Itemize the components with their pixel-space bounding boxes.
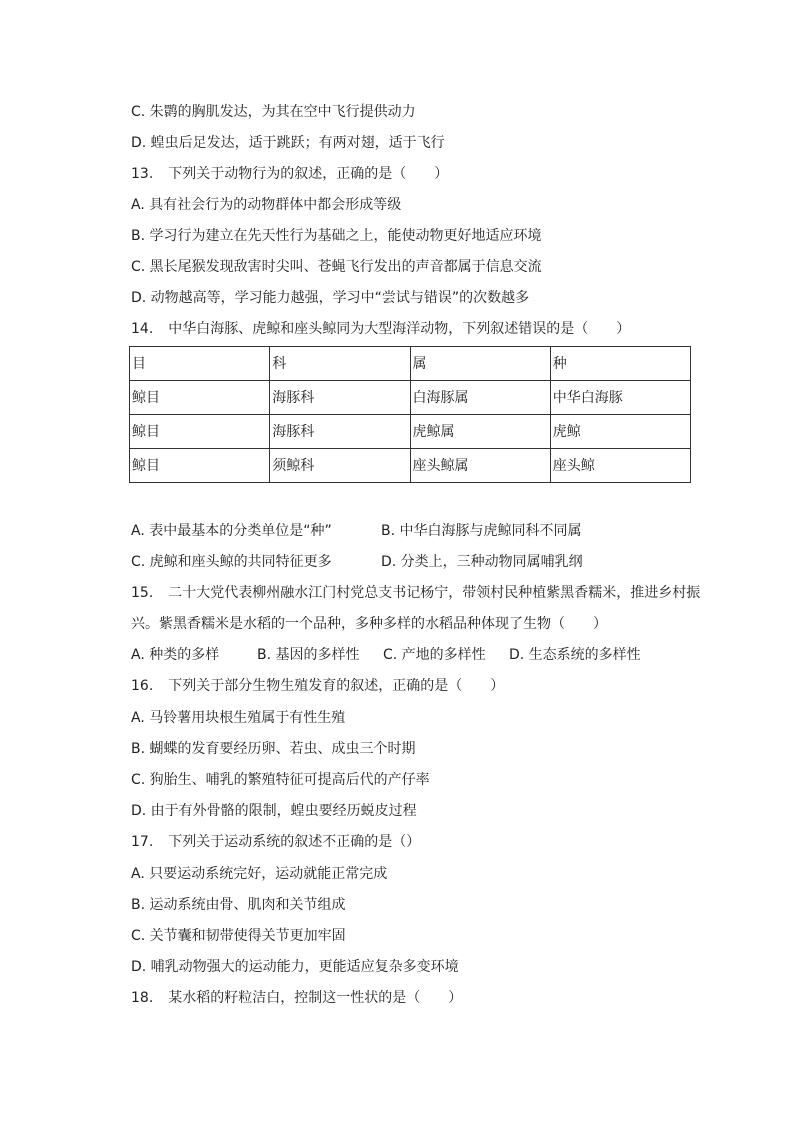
q15-option-d: D. 生态系统的多样性 bbox=[509, 647, 641, 663]
q13-option-a: A. 具有社会行为的动物群体中都会形成等级 bbox=[131, 197, 402, 213]
q15-option-b: B. 基因的多样性 bbox=[257, 647, 360, 663]
table-header-row bbox=[130, 347, 691, 381]
q15-number: 15. bbox=[131, 585, 154, 601]
table-header-cell: 目 bbox=[130, 347, 270, 381]
q18-number: 18. bbox=[131, 990, 154, 1006]
q17-option-a: A. 只要运动系统完好，运动就能正常完成 bbox=[131, 866, 388, 882]
table-cell: 座头鲸属 bbox=[410, 449, 550, 483]
q15-option-a: A. 种类的多样 bbox=[131, 647, 220, 663]
q17-option-c: C. 关节囊和韧带使得关节更加牢固 bbox=[131, 928, 346, 944]
q16-option-c: C. 狗胎生、哺乳的繁殖特征可提高后代的产仔率 bbox=[131, 772, 430, 788]
q17-number: 17. bbox=[131, 834, 154, 850]
q16-option-d: D. 由于有外骨骼的限制，蝗虫要经历蜕皮过程 bbox=[131, 803, 417, 819]
q12-option-c: C. 朱鹮的胸肌发达，为其在空中飞行提供动力 bbox=[131, 104, 416, 120]
q18-stem: 某水稻的籽粒洁白，控制这一性状的是（ ） bbox=[168, 990, 463, 1006]
table-cell: 白海豚属 bbox=[410, 381, 550, 415]
table-header-cell: 科 bbox=[270, 347, 410, 381]
table-cell: 海豚科 bbox=[270, 415, 410, 449]
table-cell: 鲸目 bbox=[130, 415, 270, 449]
table-cell: 虎鲸属 bbox=[410, 415, 550, 449]
q16-stem-line bbox=[131, 676, 504, 696]
q15-stem-part1: 二十大党代表柳州融水江门村党总支书记杨宁，带领村民种植紫黑香糯米，推进乡村振 bbox=[168, 585, 701, 601]
q15-stem-line-1 bbox=[131, 583, 700, 603]
table-cell: 海豚科 bbox=[270, 381, 410, 415]
q14-stem: 中华白海豚、虎鲸和座头鲸同为大型海洋动物，下列叙述错误的是（ ） bbox=[168, 321, 631, 337]
q18-stem-line bbox=[131, 988, 462, 1008]
q15-stem-line-2: 兴。紫黑香糯米是水稻的一个品种，多种多样的水稻品种体现了生物（ ） bbox=[131, 616, 607, 632]
q13-stem-line bbox=[131, 164, 448, 184]
q16-option-a: A. 马铃薯用块根生殖属于有性生殖 bbox=[131, 710, 346, 726]
table-row bbox=[130, 449, 691, 483]
q17-stem-line bbox=[131, 832, 420, 852]
q14-options-row-2 bbox=[131, 552, 583, 572]
table-cell: 鲸目 bbox=[130, 449, 270, 483]
q14-option-c: C. 虎鲸和座头鲸的共同特征更多 bbox=[131, 554, 332, 570]
q13-number: 13. bbox=[131, 166, 154, 182]
table-row bbox=[130, 381, 691, 415]
classification-table bbox=[129, 346, 691, 483]
table-cell: 虎鲸 bbox=[550, 415, 690, 449]
q13-option-b: B. 学习行为建立在先天性行为基础之上，能使动物更好地适应环境 bbox=[131, 228, 542, 244]
table-cell: 座头鲸 bbox=[550, 449, 690, 483]
q14-option-b: B. 中华白海豚与虎鲸同科不同属 bbox=[381, 523, 582, 539]
table-header-cell: 种 bbox=[550, 347, 690, 381]
q15-options-row bbox=[131, 645, 641, 665]
q15-option-c: C. 产地的多样性 bbox=[383, 647, 486, 663]
table-cell: 鲸目 bbox=[130, 381, 270, 415]
q13-option-c: C. 黑长尾猴发现敌害时尖叫、苍蝇飞行发出的声音都属于信息交流 bbox=[131, 259, 542, 275]
table-cell: 中华白海豚 bbox=[550, 381, 690, 415]
q16-option-b: B. 蝴蝶的发育要经历卵、若虫、成虫三个时期 bbox=[131, 741, 416, 757]
q13-stem: 下列关于动物行为的叙述，正确的是（ ） bbox=[168, 166, 449, 182]
q14-stem-line bbox=[131, 319, 630, 339]
table-cell: 须鲸科 bbox=[270, 449, 410, 483]
q14-option-d: D. 分类上，三种动物同属哺乳纲 bbox=[381, 554, 583, 570]
q16-number: 16. bbox=[131, 678, 154, 694]
q17-option-d: D. 哺乳动物强大的运动能力，更能适应复杂多变环境 bbox=[131, 959, 459, 975]
q14-number: 14. bbox=[131, 321, 154, 337]
table-row bbox=[130, 415, 691, 449]
q17-stem: 下列关于运动系统的叙述不正确的是（） bbox=[168, 834, 421, 850]
q17-option-b: B. 运动系统由骨、肌肉和关节组成 bbox=[131, 897, 346, 913]
q14-options-row-1 bbox=[131, 521, 582, 541]
q16-stem: 下列关于部分生物生殖发育的叙述，正确的是（ ） bbox=[168, 678, 505, 694]
q13-option-d: D. 动物越高等，学习能力越强，学习中“尝试与错误”的次数越多 bbox=[131, 290, 530, 306]
table-header-cell: 属 bbox=[410, 347, 550, 381]
q14-option-a: A. 表中最基本的分类单位是“种” bbox=[131, 523, 332, 539]
q12-option-d: D. 蝗虫后足发达，适于跳跃；有两对翅，适于飞行 bbox=[131, 135, 445, 151]
